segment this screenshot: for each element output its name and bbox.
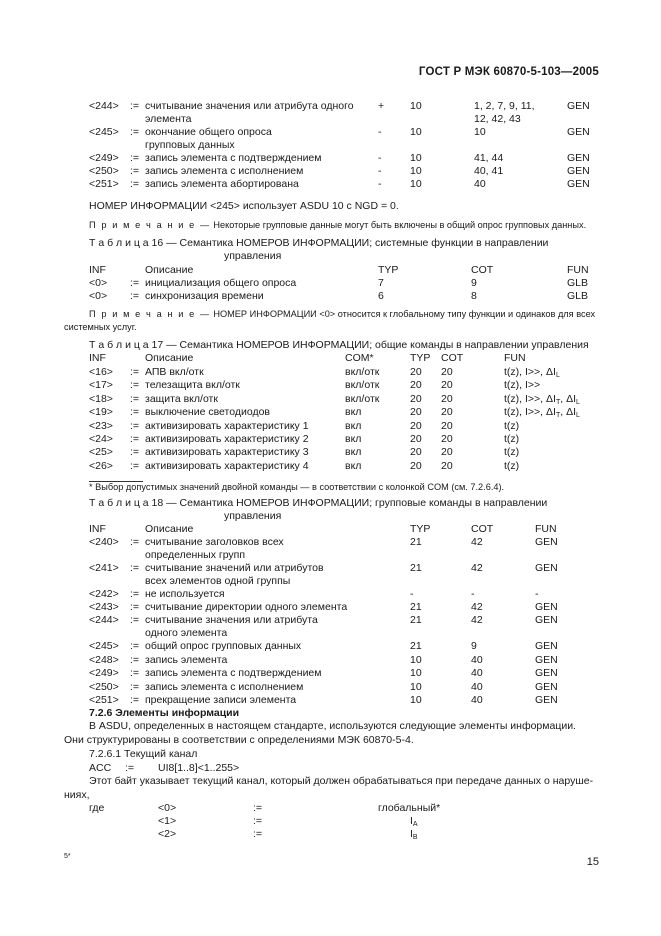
paragraph-1: В ASDU, определенных в настоящем стандарте, используются следующие элементы информации. [89, 720, 576, 732]
table-row-code: <25> [89, 446, 113, 459]
row-cot-cont: 12, 42, 43 [474, 113, 521, 125]
fun-text: t(z) [504, 459, 520, 472]
table-row-typ: 10 [410, 694, 422, 706]
table-row-com: вкл [345, 419, 362, 432]
row-fun: GEN [567, 178, 590, 190]
table-row-code: <24> [89, 433, 113, 445]
table-row-fun [504, 460, 519, 473]
table-18-caption: Т а б л и ц а 18 — Семантика НОМЕРОВ ИНФОРМАЦИИ; групповые команды в направлении [89, 497, 548, 509]
row-com: - [378, 165, 382, 177]
fun-text: t(z), I>>, ΔI [504, 392, 556, 405]
document-header: ГОСТ Р МЭК 60870-5-103—2005 [418, 66, 599, 78]
value-text: глобальный* [378, 802, 441, 814]
row-fun: GEN [567, 152, 590, 164]
table-row-cot: 20 [441, 366, 453, 378]
table-row-cot: 42 [471, 536, 483, 548]
col-header-typ: TYP [410, 352, 431, 364]
table-row-typ: 20 [410, 366, 422, 378]
table-row-cot: 8 [471, 290, 477, 302]
asdu-line: НОМЕР ИНФОРМАЦИИ <245> использует ASDU 10 с NGD = 0. [89, 200, 399, 212]
table-row-fun: GLB [567, 290, 589, 302]
table-row-code: <250> [89, 681, 119, 693]
table-row-code: <17> [89, 379, 113, 392]
row-cot: 1, 2, 7, 9, 11, [474, 100, 535, 112]
note-2-text: НОМЕР ИНФОРМАЦИИ <0> относится к глобальному типу функции и одинаков для всех [213, 309, 596, 319]
table-row-desc: считывание заголовков всех [145, 536, 284, 548]
row-typ: 10 [410, 165, 422, 177]
section-title: 7.2.6 Элементы информации [89, 707, 240, 719]
note-1-label: П р и м е ч а н и е — [89, 220, 211, 230]
table-row-sep: := [130, 588, 140, 600]
table-row-sep: := [130, 277, 140, 289]
row-code: <249> [89, 152, 119, 164]
table-16-caption-cont: управления [224, 250, 282, 262]
table-row-code: <18> [89, 392, 113, 405]
table-row-code: <245> [89, 640, 119, 652]
table-row-typ: 20 [410, 392, 422, 405]
fun-subscript-extra: L [576, 398, 580, 406]
paragraph-3: Этот байт указывает текущий канал, который должен обрабатываться при передаче данных о наруше- [89, 775, 594, 787]
table-row-code: <244> [89, 614, 119, 626]
table-row-desc: активизировать характеристику 2 [145, 433, 309, 445]
row-cot: 40, 41 [474, 165, 504, 177]
table-row-desc: считывание значений или атрибутов [145, 562, 324, 574]
table-row-sep: := [130, 614, 140, 626]
row-code: <245> [89, 126, 119, 138]
col-header-fun: FUN [504, 352, 526, 364]
fun-text: t(z), I>>, ΔI [504, 366, 556, 378]
table-row-typ: 21 [410, 640, 422, 652]
row-code: <251> [89, 178, 119, 190]
row-desc: запись элемента абортирована [145, 178, 299, 190]
row-desc-cont: элемента [145, 113, 192, 125]
col-header-fun: FUN [567, 264, 589, 276]
table-row-sep: := [130, 536, 140, 548]
table-row-cot: 40 [471, 654, 483, 666]
table-row-typ: 21 [410, 536, 422, 548]
table-row-typ: 6 [378, 290, 384, 302]
value-text: I [410, 828, 413, 840]
fun-text: t(z) [504, 433, 520, 445]
table-17-caption: Т а б л и ц а 17 — Семантика НОМЕРОВ ИНФОРМАЦИИ; общие команды в направлении управления [89, 339, 589, 351]
row-code: <244> [89, 100, 119, 112]
table-row-typ: - [410, 588, 414, 600]
table-row-desc-cont: одного элемента [145, 627, 228, 639]
fun-subscript: L [555, 372, 560, 379]
value-text: I [410, 815, 413, 827]
table-row-sep: := [130, 694, 140, 706]
table-row-desc: не используется [145, 588, 225, 600]
row-typ: 10 [410, 100, 422, 112]
fun-text: t(z), I>>, ΔI [504, 406, 556, 419]
table-row-fun: GEN [535, 562, 558, 574]
col-header-inf: INF [89, 264, 106, 276]
table-row-cot: 40 [471, 667, 483, 679]
table-row-desc: запись элемента с исполнением [145, 681, 304, 693]
table-row-typ: 10 [410, 667, 422, 679]
table-row-cot: 40 [471, 681, 483, 693]
table-row-typ: 7 [378, 277, 384, 289]
row-sep: := [130, 178, 140, 190]
row-desc: запись элемента с исполнением [145, 165, 304, 177]
table-row-sep: := [130, 433, 140, 445]
table-row-fun [504, 433, 519, 446]
table-row-code: <19> [89, 406, 113, 419]
col-header-com: COM* [345, 352, 374, 364]
row-desc: окончание общего опроса [145, 126, 272, 138]
table-row-sep: := [130, 640, 140, 652]
col-header-typ: TYP [378, 264, 399, 276]
table-row-fun: GEN [535, 681, 558, 693]
col-header-cot: COT [441, 352, 464, 364]
row-com: + [378, 100, 385, 112]
row-desc-cont: групповых данных [145, 139, 235, 151]
table-row-cot: 42 [471, 601, 483, 613]
table-row-com: вкл [345, 406, 362, 419]
table-row-cot: 20 [441, 379, 453, 392]
table-row-sep: := [130, 419, 140, 432]
row-fun: GEN [567, 100, 590, 112]
acc-name: ACC [89, 762, 112, 774]
note-2-text-cont: системных услуг. [64, 322, 137, 332]
table-row-code: <249> [89, 667, 119, 679]
table-row-code: <251> [89, 694, 119, 706]
table-row-fun [504, 446, 519, 459]
table-row-fun: GLB [567, 277, 589, 289]
where-label: где [89, 802, 105, 814]
table-18-caption-cont: управления [224, 510, 282, 522]
row-fun: GEN [567, 126, 590, 138]
list-item-value [378, 802, 440, 815]
table-row-sep: := [130, 681, 140, 693]
table-row-desc: прекращение записи элемента [145, 694, 297, 706]
col-header-desc: Описание [145, 264, 194, 276]
table-row-typ: 21 [410, 562, 422, 574]
table-row-sep: := [130, 290, 140, 302]
table-row-com: вкл/отк [345, 392, 380, 405]
list-item-sep: := [253, 802, 263, 814]
fun-subscript: T [555, 398, 561, 406]
table-row-desc: телезащита вкл/отк [145, 379, 240, 392]
row-fun: GEN [567, 165, 590, 177]
table-row-cot: 20 [441, 446, 453, 459]
note-1 [89, 219, 586, 232]
table-row-code: <242> [89, 588, 119, 600]
fun-text: t(z) [504, 419, 520, 432]
table-row-desc: считывание значения или атрибута [145, 614, 318, 626]
table-row-fun: GEN [535, 640, 558, 652]
table-row-code: <243> [89, 601, 119, 613]
value-subscript: B [412, 834, 418, 841]
table-row-desc: активизировать характеристику 1 [145, 419, 309, 432]
list-item-sep: := [253, 828, 263, 840]
row-desc: считывание значения или атрибута одного [145, 100, 354, 112]
table-row-typ: 10 [410, 654, 422, 666]
list-item-code: <2> [158, 828, 177, 840]
table-row-fun: GEN [535, 614, 558, 626]
col-header-typ: TYP [410, 523, 431, 535]
table-row-fun: GEN [535, 536, 558, 548]
row-com: - [378, 126, 382, 138]
table-row-sep: := [130, 366, 140, 378]
table-row-com: вкл [345, 446, 362, 459]
row-cot: 41, 44 [474, 152, 504, 164]
table-row-com: вкл [345, 433, 362, 445]
col-header-inf: INF [89, 523, 106, 535]
table-row-cot: 20 [441, 419, 453, 432]
page-number: 15 [586, 856, 599, 868]
table-row-cot: 40 [471, 694, 483, 706]
table-row-sep: := [130, 379, 140, 392]
list-item-sep: := [253, 815, 263, 827]
table-row-desc: общий опрос групповых данных [145, 640, 302, 652]
table-row-typ: 20 [410, 419, 422, 432]
table-row-cot: 42 [471, 614, 483, 626]
table-row-typ: 10 [410, 681, 422, 693]
table-row-fun: GEN [535, 601, 558, 613]
footnote: * Выбор допустимых значений двойной команды — в соответствии с колонкой COM (см. 7.2.6.4). [89, 482, 505, 492]
table-row-desc-cont: определенных групп [145, 549, 246, 561]
row-sep: := [130, 152, 140, 164]
row-sep: := [130, 165, 140, 177]
table-row-sep: := [130, 459, 140, 472]
table-row-typ: 20 [410, 459, 422, 472]
note-2-label: П р и м е ч а н и е — [89, 309, 211, 319]
table-row-code: <248> [89, 654, 119, 666]
table-row-desc: выключение светодиодов [145, 406, 270, 419]
table-row-cot: 20 [441, 433, 453, 445]
col-header-desc: Описание [145, 523, 194, 535]
table-row-code: <16> [89, 366, 113, 378]
fun-text: t(z) [504, 446, 520, 459]
table-row-cot: 9 [471, 640, 477, 652]
note-2 [89, 308, 595, 321]
table-row-com: вкл [345, 459, 362, 472]
table-row-typ: 20 [410, 406, 422, 419]
col-header-cot: COT [471, 523, 494, 535]
table-row-sep: := [130, 446, 140, 459]
table-row-desc: инициализация общего опроса [145, 277, 297, 289]
row-desc: запись элемента с подтверждением [145, 152, 322, 164]
table-row-typ: 21 [410, 601, 422, 613]
table-row-fun: - [535, 588, 539, 600]
table-row-code: <0> [89, 290, 108, 302]
table-row-cot: 9 [471, 277, 477, 289]
table-row-code: <0> [89, 277, 108, 289]
table-row-code: <240> [89, 536, 119, 548]
fun-text: t(z), I>> [504, 379, 541, 392]
row-sep: := [130, 100, 140, 112]
table-row-desc: запись элемента с подтверждением [145, 667, 322, 679]
fun-text-extra: , ΔI [560, 406, 576, 419]
table-row-code: <241> [89, 562, 119, 574]
table-row-com: вкл/отк [345, 379, 380, 392]
table-row-desc: считывание директории одного элемента [145, 601, 348, 613]
table-row-cot: 20 [441, 459, 453, 472]
table-row-typ: 20 [410, 379, 422, 392]
fun-text-extra: , ΔI [560, 392, 576, 405]
table-row-sep: := [130, 667, 140, 679]
table-row-sep: := [130, 562, 140, 574]
table-row-fun: GEN [535, 694, 558, 706]
row-typ: 10 [410, 126, 422, 138]
table-row-desc: запись элемента [145, 654, 228, 666]
table-row-desc: синхронизация времени [145, 290, 264, 302]
table-row-cot: 42 [471, 562, 483, 574]
row-code: <250> [89, 165, 119, 177]
table-row-cot: - [471, 588, 475, 600]
note-1-text: Некоторые групповые данные могут быть включены в общий опрос групповых данных. [213, 220, 587, 230]
fun-subscript-extra: L [576, 412, 580, 420]
subsection-title: 7.2.6.1 Текущий канал [89, 748, 198, 760]
col-header-desc: Описание [145, 352, 194, 364]
table-row-fun [504, 379, 540, 392]
table-row-sep: := [130, 654, 140, 666]
row-cot: 40 [474, 178, 486, 190]
table-row-desc: защита вкл/отк [145, 392, 218, 405]
row-sep: := [130, 126, 140, 138]
paragraph-3-cont: ниях, [64, 789, 90, 801]
value-subscript: A [412, 821, 418, 828]
table-row-sep: := [130, 392, 140, 405]
table-row-desc: АПВ вкл/отк [145, 366, 204, 378]
row-cot: 10 [474, 126, 486, 138]
table-row-fun: GEN [535, 654, 558, 666]
row-typ: 10 [410, 178, 422, 190]
table-row-sep: := [130, 406, 140, 419]
paragraph-2: Они структурированы в соответствии с определениями МЭК 60870-5-4. [64, 734, 414, 746]
row-com: - [378, 178, 382, 190]
row-com: - [378, 152, 382, 164]
table-row-sep: := [130, 601, 140, 613]
table-row-typ: 21 [410, 614, 422, 626]
table-row-typ: 20 [410, 446, 422, 459]
sheet-signature: 5* [64, 853, 71, 860]
table-row-cot: 20 [441, 406, 453, 419]
table-row-code: <26> [89, 459, 113, 472]
table-row-typ: 20 [410, 433, 422, 445]
table-row-cot: 20 [441, 392, 453, 405]
list-item-value [410, 828, 418, 844]
acc-sep: := [125, 762, 135, 774]
table-row-code: <23> [89, 419, 113, 432]
table-row-desc: активизировать характеристику 3 [145, 446, 309, 459]
row-typ: 10 [410, 152, 422, 164]
table-row-fun [504, 420, 519, 433]
col-header-inf: INF [89, 352, 106, 364]
list-item-code: <1> [158, 815, 177, 827]
col-header-cot: COT [471, 264, 494, 276]
col-header-fun: FUN [535, 523, 557, 535]
table-row-fun: GEN [535, 667, 558, 679]
table-row-desc-cont: всех элементов одной группы [145, 575, 291, 587]
table-16-caption: Т а б л и ц а 16 — Семантика НОМЕРОВ ИНФОРМАЦИИ; системные функции в направлении [89, 237, 549, 249]
fun-subscript: T [555, 412, 561, 420]
table-row-com: вкл/отк [345, 366, 380, 378]
acc-type: UI8[1..8]<1..255> [158, 762, 240, 774]
list-item-code: <0> [158, 802, 177, 814]
table-row-desc: активизировать характеристику 4 [145, 459, 309, 472]
